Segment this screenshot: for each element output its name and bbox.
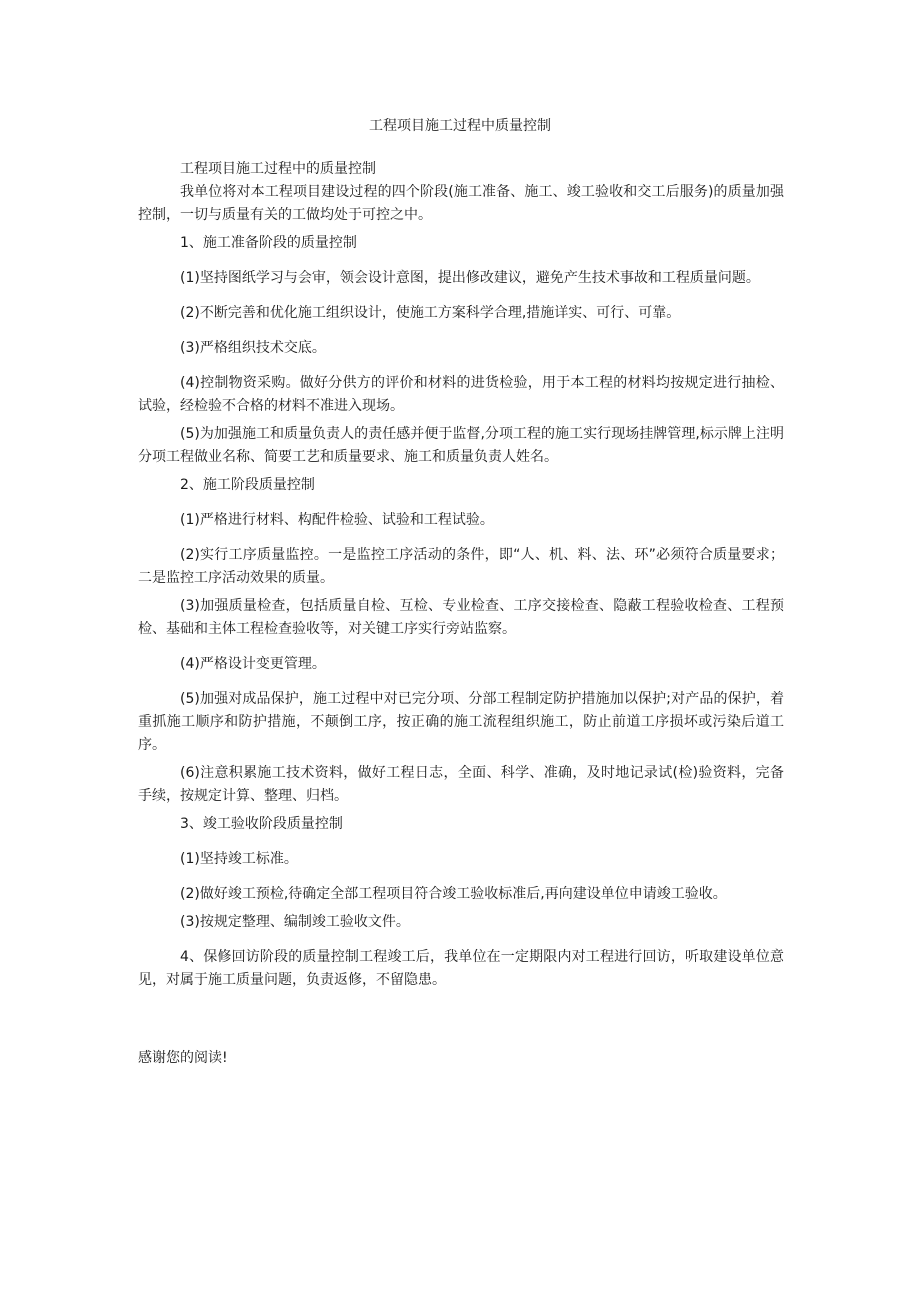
section-1-item-5: (5)为加强施工和质量负责人的责任感并便于监督,分项工程的施工实行现场挂牌管理,标示牌上注明分项工程做业名称、简要工艺和质量要求、施工和质量负责人姓名。 [138,426,784,465]
section-3-heading: 3、竣工验收阶段质量控制 [180,816,343,832]
section-1-item-3: (3)严格组织技术交底。 [180,340,326,356]
document-body [138,158,784,992]
section-3-item-3: (3)按规定整理、编制竣工验收文件。 [180,914,410,930]
section-1-item-1: (1)坚持图纸学习与会审，领会设计意图，提出修改建议，避免产生技术事故和工程质量问题。 [180,270,760,286]
section-2-item-5: (5)加强对成品保护，施工过程中对已完分项、分部工程制定防护措施加以保护;对产品的保护，着重抓施工顺序和防护措施，不颠倒工序，按正确的施工流程组织施工，防止前道工序损坏或污染后道工序。 [138,691,784,753]
section-3-item-1: (1)坚持竣工标准。 [180,851,298,867]
section-2-heading: 2、施工阶段质量控制 [180,477,315,493]
section-2-item-4: (4)严格设计变更管理。 [180,656,326,672]
section-1-item-4: (4)控制物资采购。做好分供方的评价和材料的进货检验，用于本工程的材料均按规定进行抽检、试验，经检验不合格的材料不准进入现场。 [138,375,784,414]
document-title: 工程项目施工过程中质量控制 [369,118,551,134]
section-4-paragraph: 4、保修回访阶段的质量控制工程竣工后，我单位在一定期限内对工程进行回访，听取建设单位意见，对属于施工质量问题，负责返修，不留隐患。 [138,949,784,988]
section-3-item-2: (2)做好竣工预检,待确定全部工程项目符合竣工验收标准后,再向建设单位申请竣工验收。 [180,886,727,902]
subtitle: 工程项目施工过程中的质量控制 [180,161,376,177]
section-2-item-2: (2)实行工序质量监控。一是监控工序活动的条件，即“人、机、料、法、环”必须符合质量要求；二是监控工序活动效果的质量。 [138,547,784,586]
section-1-item-2: (2)不断完善和优化施工组织设计，使施工方案科学合理,措施详实、可行、可靠。 [180,305,681,321]
intro-paragraph: 我单位将对本工程项目建设过程的四个阶段(施工准备、施工、竣工验收和交工后服务)的质量加强控制，一切与质量有关的工做均处于可控之中。 [138,184,784,223]
section-2-item-1: (1)严格进行材料、构配件检验、试验和工程试验。 [180,512,494,528]
section-1-heading: 1、施工准备阶段的质量控制 [180,235,357,251]
section-2-item-6: (6)注意积累施工技术资料，做好工程日志，全面、科学、准确，及时地记录试(检)验资料，完备手续，按规定计算、整理、归档。 [138,765,784,804]
section-2-item-3: (3)加强质量检查，包括质量自检、互检、专业检查、工序交接检查、隐蔽工程验收检查、工程预检、基础和主体工程检查验收等，对关键工序实行旁站监察。 [138,598,784,637]
footer-thanks: 感谢您的阅读! [138,1050,228,1066]
